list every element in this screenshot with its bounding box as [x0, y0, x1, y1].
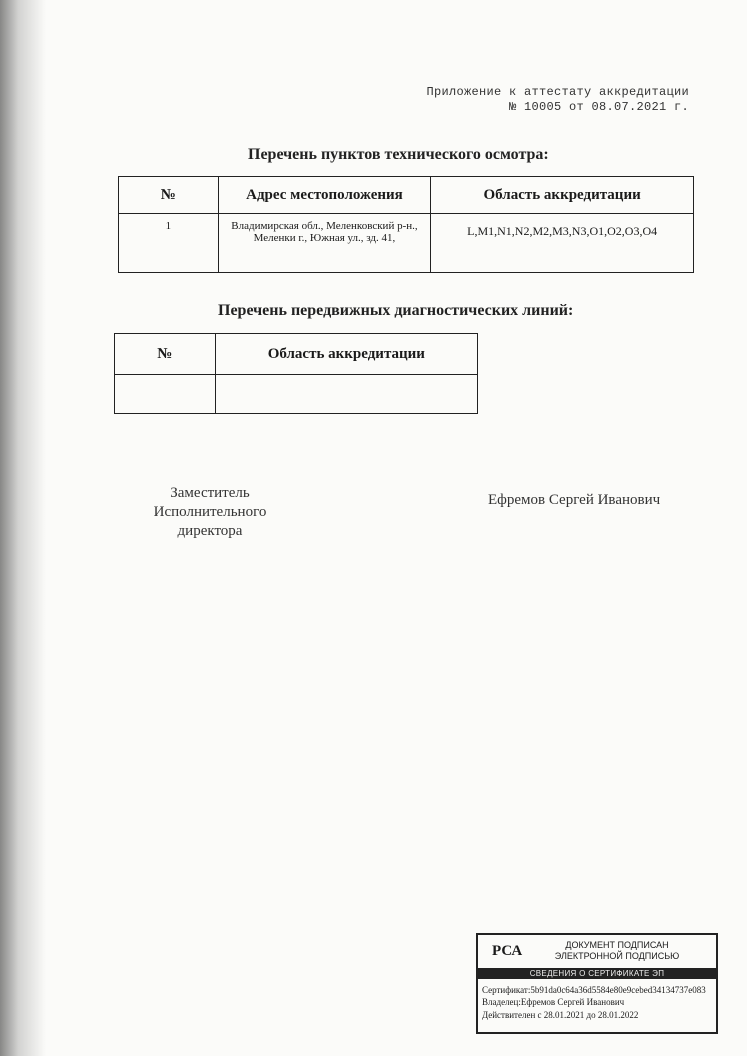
inspection-points-table [118, 176, 694, 273]
table-row [119, 214, 694, 273]
row-num [115, 375, 216, 414]
stamp-logo: РСА [492, 943, 523, 959]
header-num: № [119, 177, 219, 214]
e-signature-stamp [476, 933, 718, 1034]
appendix-line-1: Приложение к аттестату аккредитации [426, 85, 689, 99]
row-scope: L,M1,N1,N2,M2,M3,N3,O1,O2,O3,O4 [431, 214, 694, 273]
header-scope: Область аккредитации [215, 334, 477, 375]
stamp-info-bar: СВЕДЕНИЯ О СЕРТИФИКАТЕ ЭП [478, 968, 716, 979]
mobile-lines-table [114, 333, 478, 414]
stamp-title-line-1: ДОКУМЕНТ ПОДПИСАН [565, 940, 669, 950]
scan-shadow [0, 0, 46, 1056]
signatory-role: Заместитель Исполнительного директора [153, 485, 267, 539]
appendix-line-2: № 10005 от 08.07.2021 г. [508, 100, 689, 114]
stamp-validity: Действителен с 28.01.2021 до 28.01.2022 [482, 1010, 639, 1020]
stamp-certificate: Сертификат:5b91da0c64a36d5584e80e9cebed34134737e083 [482, 985, 706, 995]
section1-title: Перечень пунктов технического осмотра: [248, 146, 549, 163]
header-num: № [115, 334, 216, 375]
appendix-note [426, 85, 689, 115]
row-num: 1 [119, 214, 219, 273]
table-row [115, 375, 478, 414]
header-scope: Область аккредитации [431, 177, 694, 214]
stamp-title [532, 940, 702, 962]
table-header-row [115, 334, 478, 375]
signatory-name: Ефремов Сергей Иванович [488, 492, 661, 508]
table-header-row [119, 177, 694, 214]
stamp-owner: Владелец:Ефремов Сергей Иванович [482, 997, 625, 1007]
section2-title: Перечень передвижных диагностических линий: [218, 302, 574, 319]
row-scope [215, 375, 477, 414]
header-address: Адрес местоположения [218, 177, 431, 214]
row-address: Владимирская обл., Меленковский р-н., Меленки г., Южная ул., зд. 41, [218, 214, 431, 273]
stamp-title-line-2: ЭЛЕКТРОННОЙ ПОДПИСЬЮ [554, 951, 680, 961]
